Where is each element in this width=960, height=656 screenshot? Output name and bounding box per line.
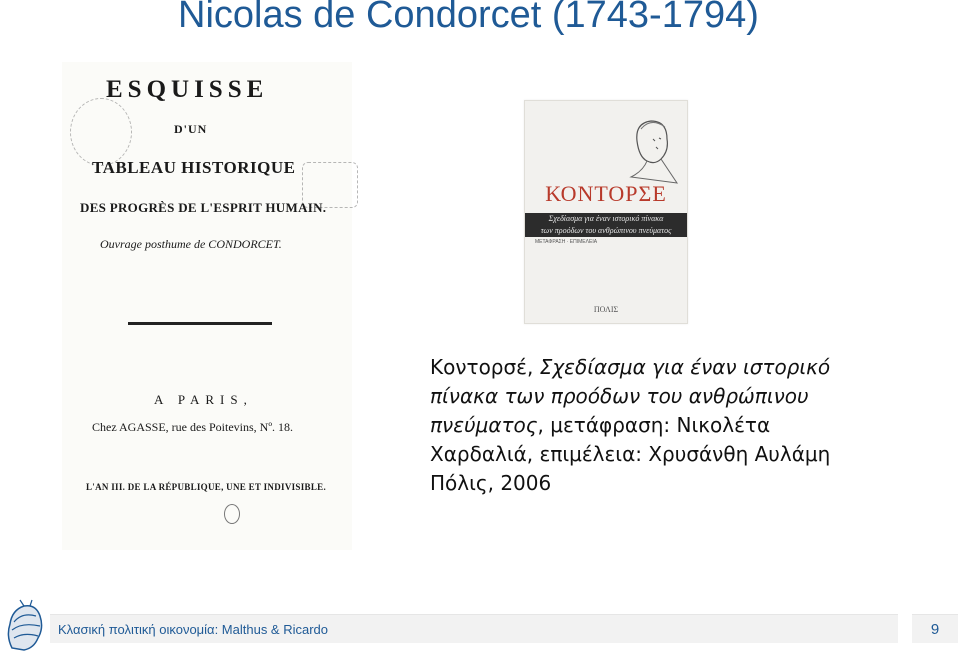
description-line: Χαρδαλιά, επιμέλεια: Χρυσάνθη Αυλάμη (430, 442, 831, 466)
description-title: πίνακα των προόδων του ανθρώπινου (430, 384, 809, 408)
scan-line: DES PROGRÈS DE L'ESPRIT HUMAIN. (80, 200, 327, 215)
cover-author: ΚΟΝΤΟΡΣΕ (545, 181, 667, 206)
scan-line: Ouvrage posthume de CONDORCET. (100, 237, 282, 251)
cover-publisher: ΠΟΛΙΣ (593, 305, 619, 314)
scan-line: ESQUISSE (106, 76, 269, 103)
footer-bar (50, 614, 898, 643)
scan-line: Chez AGASSE, rue des Poitevins, Nº. 18. (92, 420, 294, 434)
slide-title: Nicolas de Condorcet (1743-1794) (178, 0, 759, 36)
portrait-drawing (617, 111, 679, 185)
footer-course-title: Κλασική πολιτική οικονομία: Malthus & Ricardo (58, 622, 329, 637)
scan-line: L'AN III. DE LA RÉPUBLIQUE, UNE ET INDIVISIBLE. (86, 482, 326, 492)
cover-subtitle-band (525, 213, 687, 237)
library-stamp (70, 98, 132, 166)
description-line: Πόλις, 2006 (430, 471, 552, 495)
divider (128, 322, 272, 325)
description-title: Σχεδίασμα για έναν ιστορικό (539, 355, 831, 379)
university-logo-icon (0, 598, 46, 656)
title-page-scan (62, 62, 352, 550)
cover-subtitle: Σχεδίασμα για έναν ιστορικό πίνακα (548, 214, 664, 223)
scan-line: A PARIS, (154, 392, 253, 407)
book-cover (524, 100, 688, 324)
cover-subtitle: των προόδων του ανθρώπινου πνεύματος (540, 226, 672, 235)
scan-line: TABLEAU HISTORIQUE (92, 158, 296, 177)
cover-credits: ΜΕΤΑΦΡΑΣΗ · ΕΠΙΜΕΛΕΙΑ (535, 239, 598, 245)
scan-line: D'UN (174, 122, 208, 136)
page-number: 9 (930, 621, 940, 638)
description-line: πνεύματος, μετάφραση: Νικολέτα (430, 413, 771, 437)
page-number-box (912, 614, 958, 643)
description-author: Κοντορσέ, (430, 355, 540, 379)
book-description (430, 353, 950, 498)
library-stamp (224, 504, 240, 524)
